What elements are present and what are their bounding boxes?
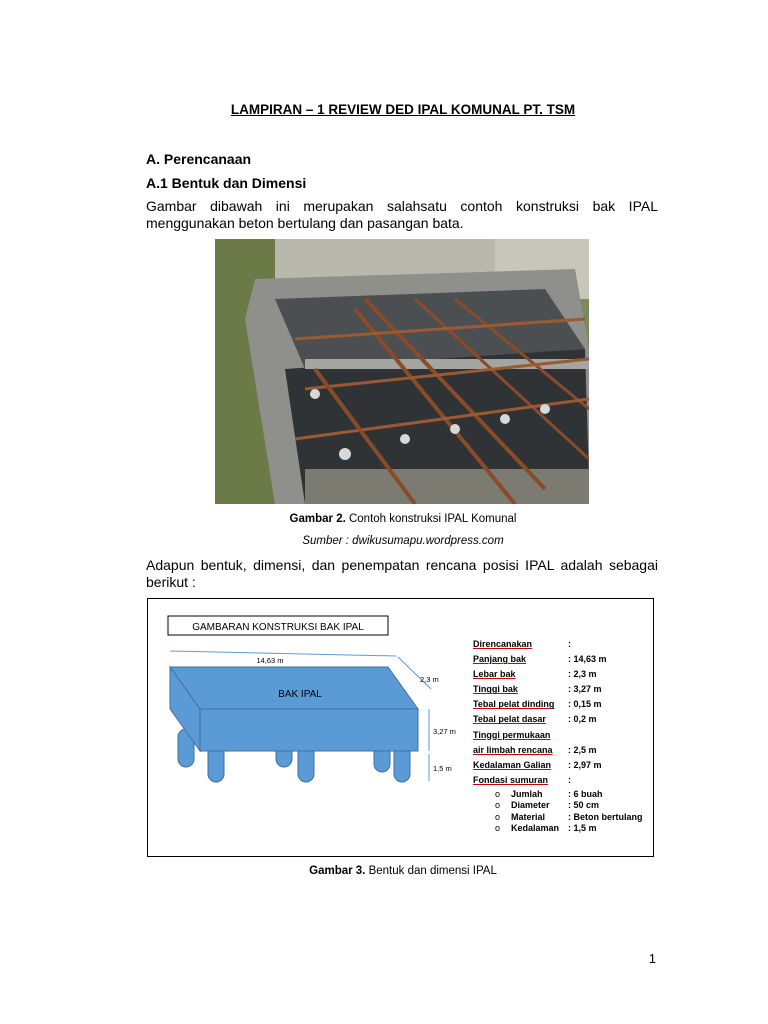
- spec-label: Direncanakan: [473, 639, 533, 649]
- figure3-caption-label: Gambar 3.: [309, 865, 366, 877]
- subspec-value: : Beton bertulang: [568, 811, 643, 822]
- spec-row: [473, 743, 653, 758]
- subspec-value: : 50 cm: [568, 800, 600, 811]
- spec-label: Tinggi permukaan: [473, 729, 551, 740]
- spec-row: [473, 758, 653, 773]
- spec-row: [473, 773, 653, 788]
- construction-photo-drawing: [215, 239, 589, 504]
- tank-front: [200, 709, 418, 751]
- spec-label: Fondasi sumuran: [473, 774, 549, 785]
- spec-label: Tebal pelat dinding: [473, 699, 555, 710]
- paragraph-intro: Gambar dibawah ini merupakan salahsatu contoh konstruksi bak IPAL menggunakan beton bertulang dan pasangan bata.: [146, 198, 658, 231]
- subspec-row: [473, 812, 653, 824]
- figure3-diagram: [147, 598, 654, 857]
- subspec-row: [473, 789, 653, 801]
- spec-label: Kedalaman Galian: [473, 759, 552, 770]
- dim-length-label: 14,63 m: [256, 656, 284, 665]
- bullet: o: [495, 800, 501, 811]
- spec-label: Tebal pelat dasar: [473, 714, 546, 725]
- subspec-row: [473, 823, 653, 835]
- spec-label: air limbah rencana: [473, 744, 553, 755]
- spec-value: :: [568, 639, 571, 649]
- figure2-caption: [0, 513, 768, 525]
- dim-width-label: 2,3 m: [420, 675, 439, 684]
- spec-label: Tinggi bak: [473, 684, 518, 695]
- spec-value: : 2,97 m: [568, 759, 602, 770]
- spec-row: [473, 652, 653, 667]
- spec-value: : 14,63 m: [568, 654, 607, 665]
- subspec-label: Material: [511, 811, 546, 822]
- bullet: o: [495, 811, 501, 822]
- spec-row: [473, 682, 653, 697]
- spec-row: [473, 697, 653, 712]
- figure3-caption-text: Bentuk dan dimensi IPAL: [365, 865, 497, 877]
- spec-label: Panjang bak: [473, 654, 527, 665]
- tank-label: BAK IPAL: [278, 689, 322, 700]
- spec-value: : 2,5 m: [568, 744, 597, 755]
- spec-list: [473, 637, 653, 835]
- spec-label: Lebar bak: [473, 669, 516, 680]
- spec-value: :: [568, 774, 571, 785]
- page-number: 1: [648, 951, 656, 966]
- figure2-caption-label: Gambar 2.: [289, 513, 346, 525]
- spec-value: : 0,2 m: [568, 714, 597, 725]
- subspec-value: : 1,5 m: [568, 823, 597, 834]
- bullet: o: [495, 823, 501, 834]
- subspec-label: Diameter: [511, 800, 550, 811]
- document-title: LAMPIRAN – 1 REVIEW DED IPAL KOMUNAL PT. TSM: [230, 102, 576, 117]
- section-heading-a: A. Perencanaan: [146, 151, 252, 167]
- paragraph-layout: Adapun bentuk, dimensi, dan penempatan rencana posisi IPAL adalah sebagai berikut :: [146, 557, 658, 590]
- subspec-row: [473, 800, 653, 812]
- spec-value: : 2,3 m: [568, 669, 597, 680]
- dim-height-label: 3,27 m: [433, 727, 456, 736]
- spec-row: [473, 712, 653, 727]
- spec-row: [473, 728, 653, 743]
- spec-row: [473, 667, 653, 682]
- spec-value: : 3,27 m: [568, 684, 602, 695]
- bullet: o: [495, 788, 501, 799]
- tank-top: [170, 667, 418, 709]
- subspec-value: : 6 buah: [568, 788, 603, 799]
- figure3-caption: [0, 865, 768, 877]
- spec-value: : 0,15 m: [568, 699, 602, 710]
- section-heading-a1: A.1 Bentuk dan Dimensi: [146, 175, 307, 191]
- figure3-header: GAMBARAN KONSTRUKSI BAK IPAL: [192, 622, 364, 633]
- figure2-source: Sumber : dwikusumapu.wordpress.com: [302, 535, 504, 547]
- dim-pile-label: 1,5 m: [433, 764, 452, 773]
- dim-width-line: [398, 657, 431, 689]
- spec-row: [473, 637, 653, 652]
- construction-photo: [215, 239, 589, 504]
- subspec-label: Kedalaman: [511, 823, 560, 834]
- figure2-caption-text: Contoh konstruksi IPAL Komunal: [345, 513, 517, 525]
- subspec-label: Jumlah: [511, 788, 543, 799]
